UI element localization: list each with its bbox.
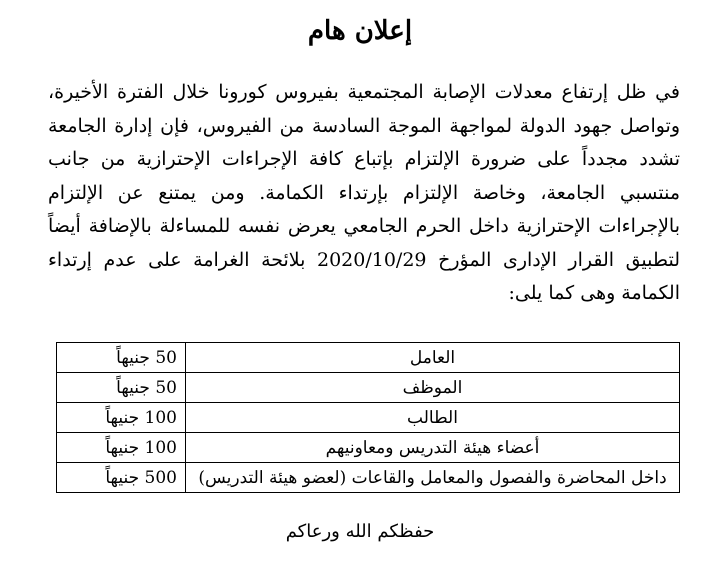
fine-category-lecture-halls: داخل المحاضرة والفصول والمعامل والقاعات (لعضو هيئة التدريس) — [186, 463, 680, 493]
fine-category-student: الطالب — [186, 403, 680, 433]
fine-category-worker: العامل — [186, 343, 680, 373]
fine-amount-employee: 50 جنيهاً — [57, 373, 186, 403]
notice-body: في ظل إرتفاع معدلات الإصابة المجتمعية بفيروس كورونا خلال الفترة الأخيرة، وتواصل جهود الدولة لمواجهة الموجة السادسة من الفيروس، فإن إدارة الجامعة تشدد مجدداً على ضرورة الإلتزام بإتباع كافة الإجراءات الإحترازية من جانب منتسبي الجامعة، وخاصة الإلتزام بإرتداء الكمامة. ومن يمتنع عن الإلتزام بالإجراءات الإحترازية داخل الحرم الجامعي يعرض نفسه للمساءلة بالإضافة أيضاً لتطبيق القرار الإدارى المؤرخ 2020/10/29 بلائحة الغرامة على عدم إرتداء الكمامة وهى كما يلى: — [48, 81, 681, 304]
fine-amount-lecture-halls: 500 جنيهاً — [57, 463, 186, 493]
fine-category-faculty: أعضاء هيئة التدريس ومعاونيهم — [186, 433, 680, 463]
table-row — [57, 433, 680, 463]
fine-amount-worker: 50 جنيهاً — [57, 343, 186, 373]
table-row — [57, 463, 680, 493]
notice-title: إعلان هام — [307, 16, 413, 46]
fine-amount-faculty: 100 جنيهاً — [57, 433, 186, 463]
table-row — [57, 373, 680, 403]
table-row — [57, 403, 680, 433]
table-row — [57, 343, 680, 373]
closing-line: حفظكم الله ورعاكم — [285, 521, 435, 542]
fine-category-employee: الموظف — [186, 373, 680, 403]
fines-table — [56, 342, 680, 493]
fine-amount-student: 100 جنيهاً — [57, 403, 186, 433]
